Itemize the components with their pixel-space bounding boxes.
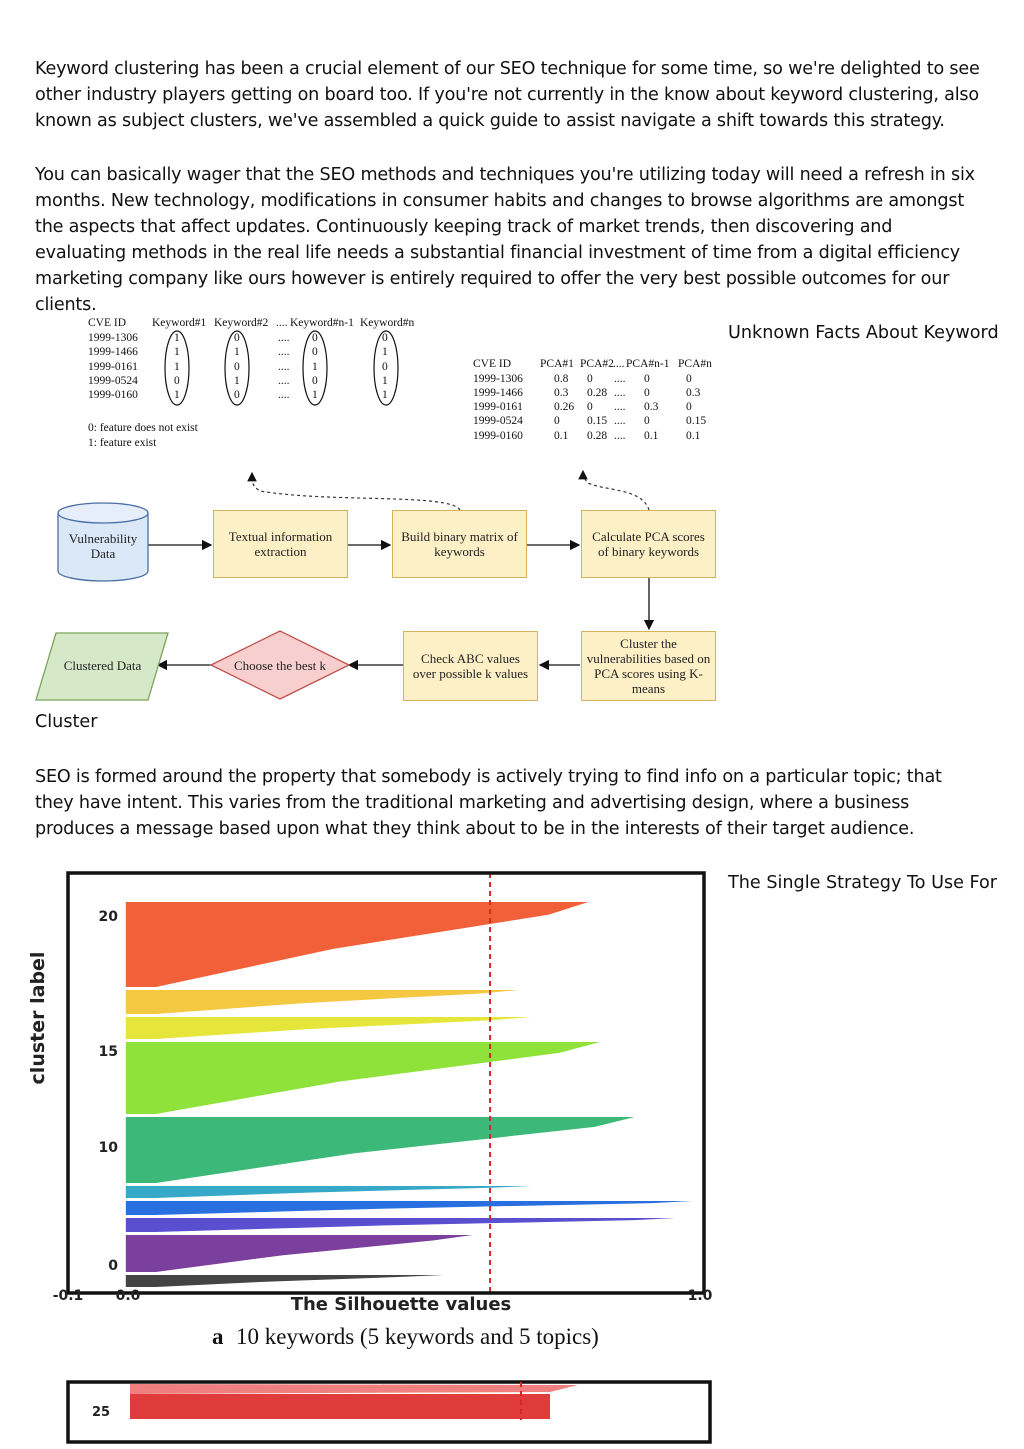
silhouette-band-cluster-2 xyxy=(126,1235,473,1272)
caption-letter: a xyxy=(212,1324,224,1349)
table-cell: .... xyxy=(614,415,626,428)
table-cell: 0 xyxy=(312,332,318,344)
silhouette-band-cluster-18 xyxy=(126,990,519,1014)
table-cell: .... xyxy=(614,372,626,385)
table-cell: .... xyxy=(614,429,626,442)
table-cell: 1999-0161 xyxy=(88,360,138,373)
table-cell: 1999-0161 xyxy=(473,401,523,414)
binary-matrix-node: Build binary matrix of keywords xyxy=(392,510,527,578)
table-header: CVE ID xyxy=(473,358,512,370)
table-header: PCA#n xyxy=(678,358,712,370)
table-cell: 1999-0524 xyxy=(88,374,138,387)
clustering-flowchart-figure xyxy=(30,313,730,708)
x-tick-label: -0.1 xyxy=(52,1288,84,1304)
x-tick-label: 1.0 xyxy=(687,1288,713,1304)
figure-caption: Cluster xyxy=(35,712,98,732)
kmeans-cluster-node: Cluster the vulnerabilities based on PCA scores using K-means xyxy=(581,631,716,701)
table-cell: 1 xyxy=(382,374,388,387)
table-cell: 1 xyxy=(174,389,180,402)
single-strategy-link[interactable]: The Single Strategy To Use For xyxy=(728,873,998,893)
table-cell: 0 xyxy=(234,389,240,402)
legend-text: 1: feature exist xyxy=(88,437,157,449)
table-cell: 0.8 xyxy=(554,372,569,385)
table-cell: 0 xyxy=(686,401,692,414)
y-tick-label: 10 xyxy=(98,1140,118,1156)
table-cell: 0 xyxy=(234,332,240,344)
table-header: PCA#1 xyxy=(540,358,574,370)
pca-scores-table xyxy=(473,357,728,447)
table-cell: 0.28 xyxy=(587,386,608,399)
choose-best-k-node: Choose the best k xyxy=(233,657,327,673)
table-cell: .... xyxy=(278,360,290,373)
table-cell: 0 xyxy=(174,374,180,387)
table-cell: 0 xyxy=(382,332,388,344)
table-cell: 0.15 xyxy=(686,415,707,428)
table-header: CVE ID xyxy=(88,317,127,329)
table-cell: 1 xyxy=(234,374,240,387)
table-cell: 1999-1306 xyxy=(88,332,138,344)
table-cell: 0 xyxy=(644,415,650,428)
table-cell: 1999-0160 xyxy=(473,429,523,442)
silhouette-chart xyxy=(27,860,720,1420)
table-cell: 1999-1466 xyxy=(473,386,523,399)
table-cell: 0.26 xyxy=(554,401,575,414)
table-cell: 0 xyxy=(686,372,692,385)
seo-intent-paragraph: SEO is formed around the property that somebody is actively trying to find info on a particular topic; that they have intent. This varies from the traditional marketing and advertising design, where a business produces a message based upon what they think about to be in the interests of their target audience. xyxy=(35,767,942,839)
silhouette-band-cluster-0 xyxy=(126,1275,444,1287)
table-cell: 1 xyxy=(234,346,240,359)
table-cell: 1 xyxy=(174,360,180,373)
table-cell: .... xyxy=(614,401,626,414)
table-cell: 0.3 xyxy=(554,386,569,399)
table-header: .... xyxy=(276,317,288,329)
intro-paragraph: Keyword clustering has been a crucial element of our SEO technique for some time, so we're delighted to see other industry players getting on board too. If you're not currently in the know about keyword clustering, also known as subject clusters, we've assembled a quick guide to assist navigate a shift towards this strategy. xyxy=(35,59,980,131)
table-cell: .... xyxy=(278,389,290,402)
second-y-tick: 25 xyxy=(92,1405,111,1420)
table-cell: .... xyxy=(614,386,626,399)
second-chart-bar xyxy=(130,1394,550,1419)
table-cell: 0 xyxy=(234,360,240,373)
y-tick-label: 20 xyxy=(98,909,118,925)
silhouette-band-cluster-8 xyxy=(126,1201,693,1215)
silhouette-band-cluster-9 xyxy=(126,1186,531,1198)
table-cell: 1999-0524 xyxy=(473,415,523,428)
table-header: Keyword#n-1 xyxy=(290,317,354,329)
table-cell: 1999-0160 xyxy=(88,389,138,402)
y-axis-label: cluster label xyxy=(27,951,49,1085)
x-axis-label: The Silhouette values xyxy=(290,1294,512,1315)
table-cell: 1 xyxy=(382,389,388,402)
table-cell: 0 xyxy=(644,386,650,399)
clustered-data-node: Clustered Data xyxy=(63,657,142,673)
y-tick-label: 0 xyxy=(108,1258,118,1274)
pca-scores-node: Calculate PCA scores of binary keywords xyxy=(581,510,716,578)
table-cell: 0.3 xyxy=(686,386,701,399)
table-cell: 0.1 xyxy=(644,429,659,442)
table-cell: 0.3 xyxy=(644,401,659,414)
table-cell: 0 xyxy=(644,372,650,385)
legend-text: 0: feature does not exist xyxy=(88,422,198,434)
x-tick-label: 0.0 xyxy=(115,1288,141,1304)
table-cell: 1 xyxy=(312,360,318,373)
table-cell: 0 xyxy=(554,415,560,428)
table-cell: 0.28 xyxy=(587,429,608,442)
table-cell: 0.15 xyxy=(587,415,608,428)
table-cell: 1 xyxy=(174,332,180,344)
second-chart-bar xyxy=(130,1384,578,1394)
textual-extraction-node: Textual information extraction xyxy=(213,510,348,578)
silhouette-band-cluster-6 xyxy=(126,1218,675,1232)
silhouette-band-cluster-14 xyxy=(126,1042,600,1114)
table-cell: 0 xyxy=(587,372,593,385)
silhouette-band-cluster-12 xyxy=(126,1117,635,1183)
table-cell: 0 xyxy=(587,401,593,414)
silhouette-band-cluster-17 xyxy=(126,1017,531,1039)
table-cell: 1 xyxy=(312,389,318,402)
table-cell: 0.1 xyxy=(554,429,569,442)
table-header: Keyword#1 xyxy=(152,317,207,329)
table-header: Keyword#2 xyxy=(214,317,269,329)
table-header: Keyword#n xyxy=(360,317,415,329)
table-cell: 0 xyxy=(312,374,318,387)
table-cell: .... xyxy=(278,346,290,359)
table-cell: 0 xyxy=(382,360,388,373)
binary-matrix-table xyxy=(88,316,428,456)
vulnerability-data-node: Vulnerability Data xyxy=(68,531,138,561)
table-cell: 0 xyxy=(312,346,318,359)
table-cell: 0.1 xyxy=(686,429,701,442)
chart-caption: 10 keywords (5 keywords and 5 topics) xyxy=(236,1324,599,1349)
table-cell: 1999-1466 xyxy=(88,346,138,359)
table-cell: 1 xyxy=(382,346,388,359)
table-cell: 1 xyxy=(174,346,180,359)
table-header: PCA#2 xyxy=(580,358,614,370)
table-header: .... xyxy=(613,358,625,370)
silhouette-band-cluster-20 xyxy=(126,902,589,987)
table-cell: .... xyxy=(278,332,290,344)
abc-values-node: Check ABC values over possible k values xyxy=(403,631,538,701)
y-tick-label: 15 xyxy=(98,1044,118,1060)
seo-methods-paragraph: You can basically wager that the SEO methods and techniques you're utilizing today will need a refresh in six months. New technology, modifications in consumer habits and changes to browse algorithms are amongst the aspects that affect updates. Continuously keeping track of market trends, then discovering and evaluating methods in the real life needs a substantial financial investment of time from a digital efficiency marketing company like ours however is entirely required to offer the very best possible outcomes for our clients. xyxy=(35,165,975,315)
table-cell: .... xyxy=(278,374,290,387)
silhouette-chart-figure xyxy=(27,860,720,1420)
unknown-facts-link[interactable]: Unknown Facts About Keyword xyxy=(728,323,999,343)
table-header: PCA#n-1 xyxy=(626,358,670,370)
table-cell: 1999-1306 xyxy=(473,372,523,385)
